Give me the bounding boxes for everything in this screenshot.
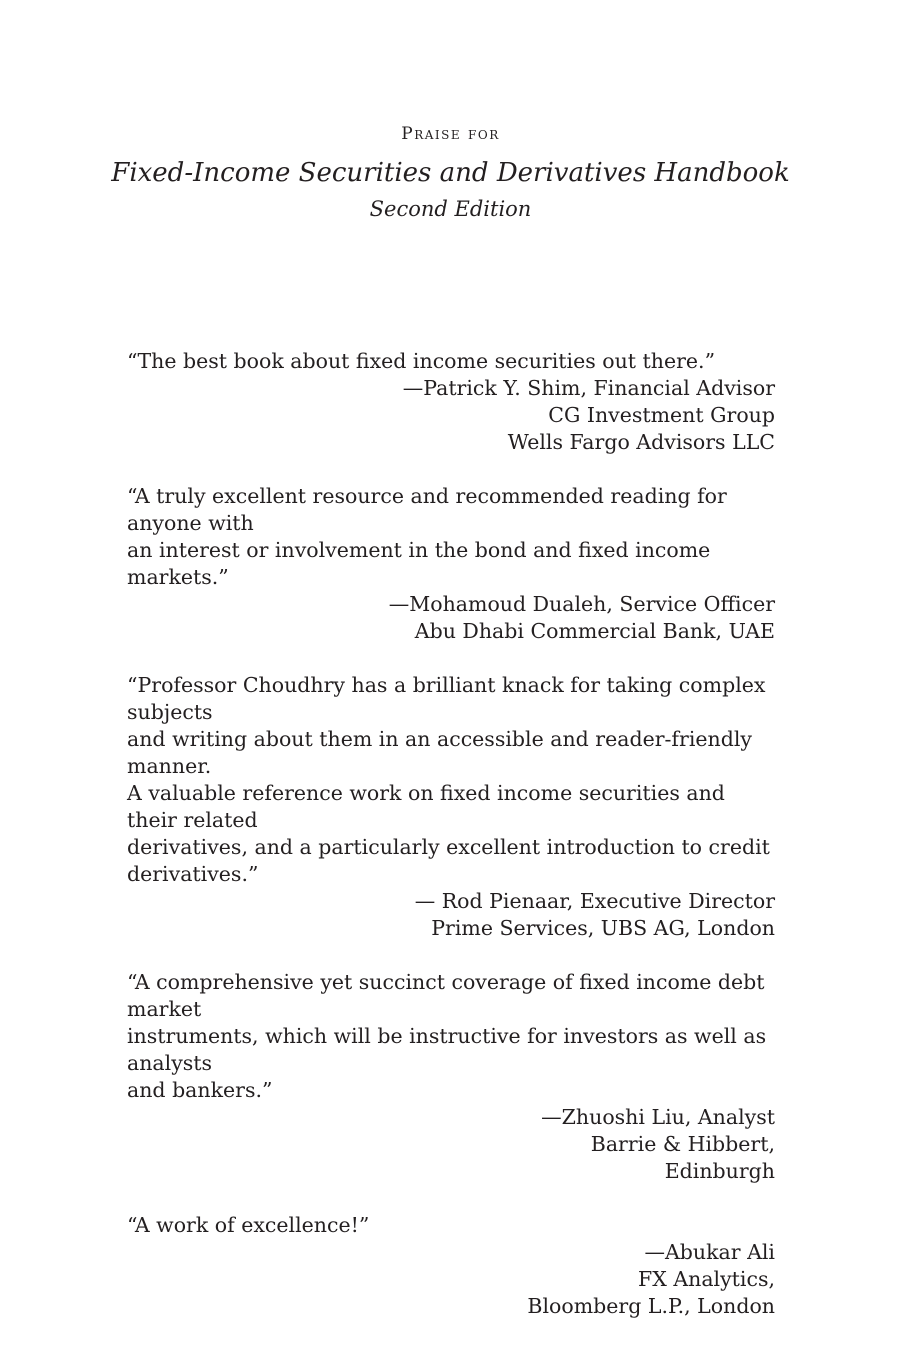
page-header	[0, 122, 901, 224]
quote-text: “A truly excellent resource and recommended reading for anyone with an interest or involvement in the bond and fixed income markets.”	[127, 484, 727, 589]
attribution-organization: Bloomberg L.P., London	[527, 1294, 775, 1318]
quote-attribution	[127, 888, 775, 942]
attribution-name: —Zhuoshi Liu, Analyst	[541, 1105, 775, 1129]
edition-label: Second Edition	[369, 197, 532, 221]
attribution-organization: Abu Dhabi Commercial Bank, UAE	[414, 619, 775, 643]
attribution-organization: Wells Fargo Advisors LLC	[507, 430, 775, 454]
quote-block	[127, 348, 775, 456]
attribution-organization: Barrie & Hibbert,	[590, 1132, 775, 1156]
attribution-name: —Patrick Y. Shim, Financial Advisor	[402, 376, 775, 400]
quote-attribution	[127, 375, 775, 456]
quote-text: “A work of excellence!”	[127, 1213, 370, 1237]
attribution-organization: FX Analytics,	[637, 1267, 775, 1291]
quote-block	[127, 483, 775, 645]
praise-label: Praise for	[401, 124, 500, 144]
quote-block	[127, 672, 775, 942]
quote-block	[127, 969, 775, 1185]
quote-attribution	[127, 591, 775, 645]
quote-text: “Professor Choudhry has a brilliant knack for taking complex subjects and writing about them in an accessible and reader-friendly manner. A valuable reference work on fixed income securities and their related derivatives, and a particularly excellent introduction to credit derivatives.”	[127, 673, 770, 886]
quote-attribution	[127, 1104, 775, 1185]
attribution-location: Edinburgh	[664, 1159, 775, 1183]
quote-text: “The best book about fixed income securities out there.”	[127, 349, 716, 373]
attribution-organization: CG Investment Group	[548, 403, 775, 427]
attribution-name: — Rod Pienaar, Executive Director	[414, 889, 775, 913]
book-title: Fixed-Income Securities and Derivatives Handbook	[111, 158, 790, 188]
quote-attribution	[127, 1239, 775, 1320]
attribution-organization: Prime Services, UBS AG, London	[431, 916, 775, 940]
attribution-name: —Abukar Ali	[644, 1240, 775, 1264]
quotes-section	[127, 348, 775, 1347]
attribution-name: —Mohamoud Dualeh, Service Officer	[388, 592, 775, 616]
quote-block	[127, 1212, 775, 1320]
quote-text: “A comprehensive yet succinct coverage of fixed income debt market instruments, which will be instructive for investors as well as analysts and bankers.”	[127, 970, 767, 1102]
